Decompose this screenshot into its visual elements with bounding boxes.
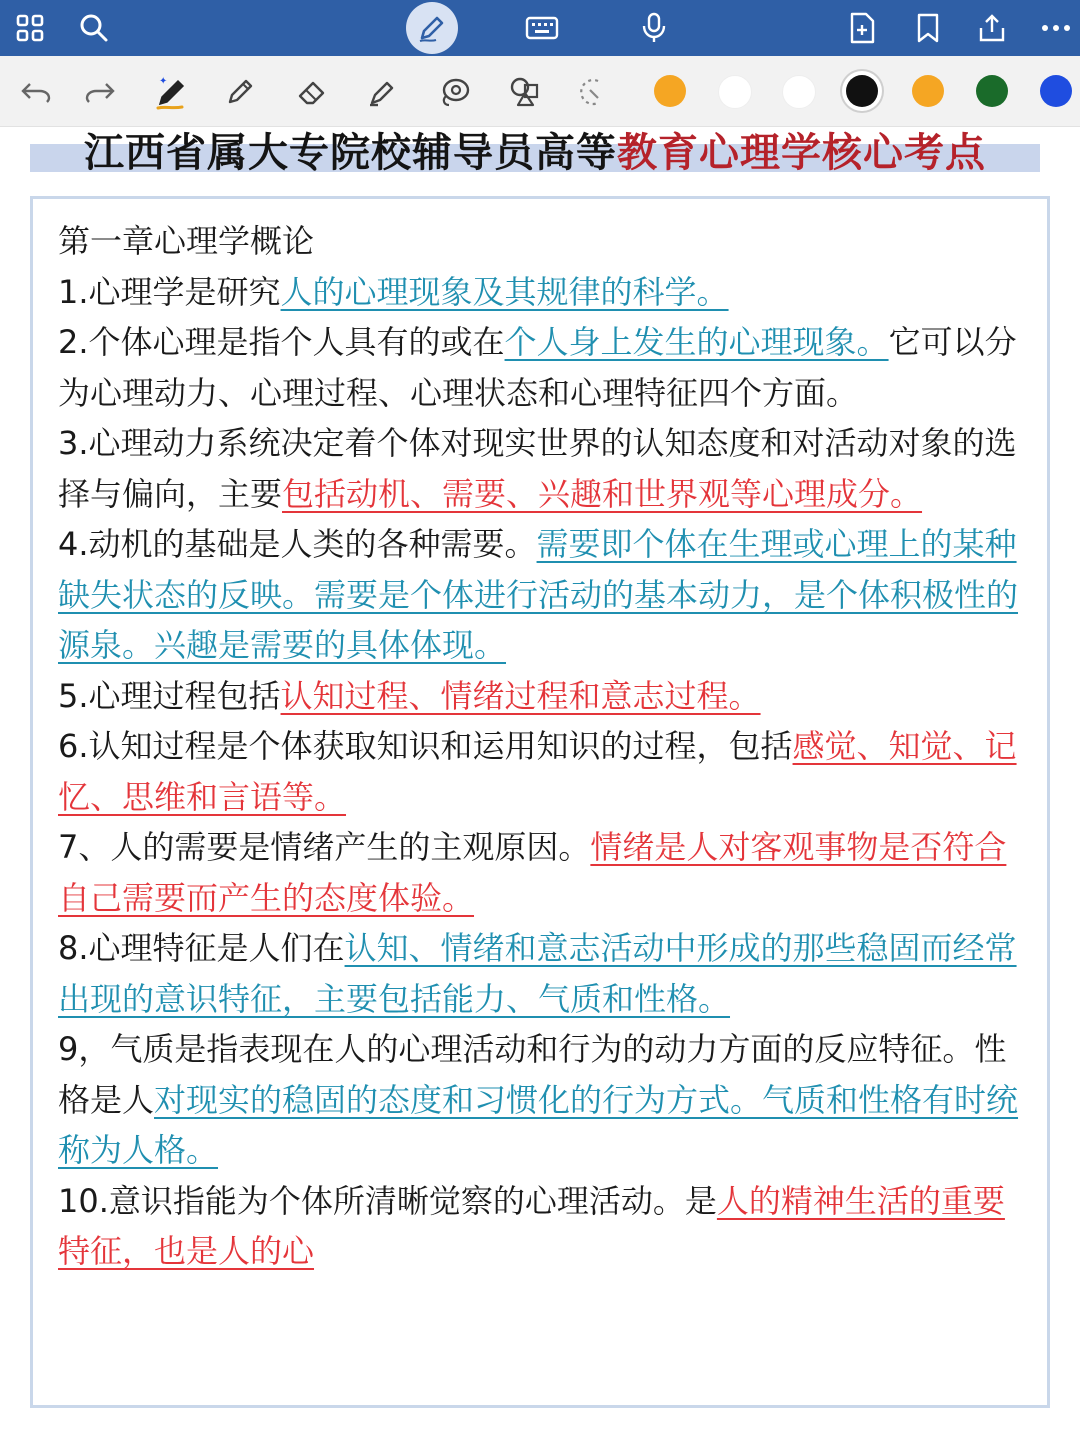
note-text: 4.动机的基础是人类的各种需要。 [58,525,537,563]
color-swatch-white-2[interactable] [782,75,816,109]
note-highlight-red: 情绪是人对客观事物是否符合自己需要而产生的态度体验。 [58,828,1007,917]
eraser-icon[interactable] [290,70,334,114]
color-swatch-blue[interactable] [1040,75,1072,107]
heading-part-2: 教育心理学核心考点 [617,130,986,176]
highlighter-icon[interactable] [360,70,404,114]
note-item-9 [58,1024,1028,1176]
note-highlight-blue: 认知、情绪和意志活动中形成的那些稳固而经常出现的意识特征，主要包括能力、气质和性格。 [58,929,1017,1018]
pen-toolbar [0,56,1080,127]
laser-icon[interactable] [570,70,614,114]
note-text: 它可以分为心理动力、心理过程、心理状态和心理特征四个方面。 [58,323,1017,412]
note-item-7 [58,822,1028,923]
note-text: 1.心理学是研究 [58,272,281,311]
lasso-icon[interactable] [432,70,476,114]
bookmark-icon[interactable] [908,8,948,48]
note-text: 7、人的需要是情绪产生的主观原因。 [58,828,591,866]
add-page-icon[interactable] [842,8,882,48]
redo-icon[interactable] [78,70,122,114]
pencil-icon[interactable] [218,70,262,114]
heading-part-1: 江西省属大专院校辅导员高等 [84,130,617,176]
note-highlight-blue: 需要即个体在生理或心理上的某种缺失状态的反映。需要是个体进行活动的基本动力，是个体积极性的源泉。兴趣是需要的具体体现。 [58,525,1019,664]
note-item-8 [58,923,1028,1024]
note-item-4 [58,519,1028,671]
undo-icon[interactable] [14,70,58,114]
more-icon[interactable] [1036,8,1076,48]
note-text: 5.心理过程包括 [58,676,281,715]
svg-text:✦: ✦ [159,76,168,87]
note-text: 10.意识指能为个体所清晰觉察的心理活动。是 [58,1181,717,1220]
note-item-1 [58,267,1028,318]
microphone-icon[interactable] [634,8,674,48]
note-text: 2.个体心理是指个人具有的或在 [58,323,505,361]
note-highlight-red: 感觉、知觉、记忆、思维和言语等。 [58,727,1017,816]
app-bar [0,0,1080,56]
notes-content [58,216,1028,1277]
search-icon[interactable] [74,8,114,48]
note-highlight-blue: 对现实的稳固的态度和习惯化的行为方式。气质和性格有时统称为人格。 [58,1080,1019,1169]
note-item-5 [58,671,1028,722]
chapter-title: 第一章心理学概论 [58,222,315,260]
pen-mode-icon[interactable] [406,2,458,54]
note-item-3 [58,418,1028,519]
color-swatch-green[interactable] [976,75,1008,107]
note-highlight-blue: 个人身上发生的心理现象。 [504,323,889,361]
keyboard-icon[interactable] [522,8,562,48]
page-heading [30,124,1040,182]
note-text: 8.心理特征是人们在 [58,929,345,967]
color-swatch-black[interactable] [846,75,878,107]
share-icon[interactable] [972,8,1012,48]
note-highlight-red: 认知过程、情绪过程和意志过程。 [280,676,761,715]
note-item-2 [58,317,1028,418]
note-text: 3.心理动力系统决定着个体对现实世界的认知态度和对活动对象的选择与偏向，主要 [58,424,1017,513]
color-swatch-orange-2[interactable] [912,75,944,107]
color-swatch-orange[interactable] [654,75,686,107]
note-highlight-blue: 人的心理现象及其规律的科学。 [280,272,729,311]
note-text: 9，气质是指表现在人的心理活动和行为的动力方面的反应特征。性格是人 [58,1030,1007,1119]
apps-grid-icon[interactable] [10,8,50,48]
note-highlight-red: 包括动机、需要、兴趣和世界观等心理成分。 [282,474,923,513]
note-item-10 [58,1176,1028,1277]
ai-pen-icon[interactable] [148,70,192,114]
shapes-icon[interactable] [502,70,546,114]
note-highlight-red: 人的精神生活的重要特征，也是人的心 [58,1181,1005,1270]
note-text: 6.认知过程是个体获取知识和运用知识的过程，包括 [58,727,793,765]
note-item-6 [58,721,1028,822]
color-swatch-white[interactable] [718,75,752,109]
